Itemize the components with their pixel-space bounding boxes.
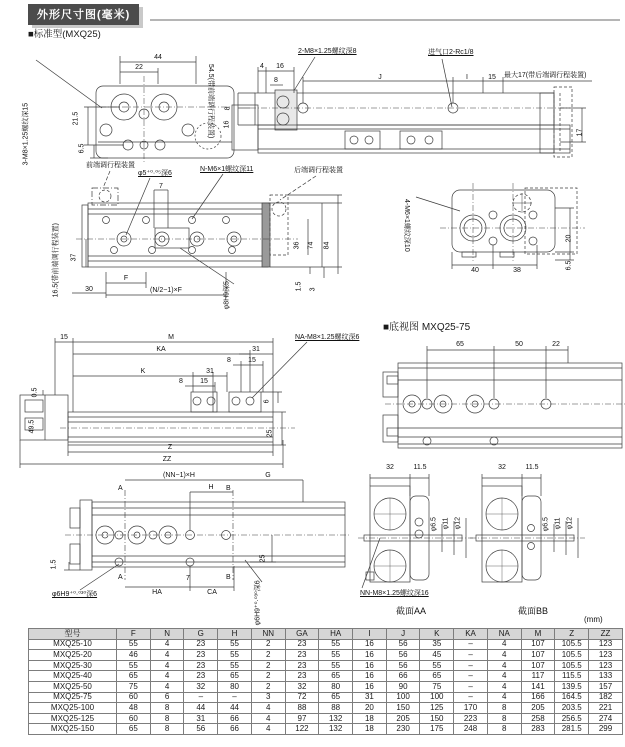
dim-11-5: 11.5: [525, 464, 539, 471]
dim-HA: HA: [152, 589, 162, 596]
value-cell: 4: [487, 639, 521, 650]
value-cell: 2: [251, 639, 285, 650]
table-row: [29, 660, 623, 671]
value-cell: 100: [420, 692, 454, 703]
column-header: HA: [319, 629, 353, 640]
value-cell: –: [454, 650, 488, 661]
dia-6-5: φ6.5: [542, 517, 550, 532]
value-cell: 8: [487, 724, 521, 735]
value-cell: 170: [454, 703, 488, 714]
value-cell: 2: [251, 681, 285, 692]
value-cell: 31: [353, 692, 387, 703]
value-cell: 157: [589, 681, 623, 692]
column-header: GA: [285, 629, 319, 640]
value-cell: –: [454, 671, 488, 682]
value-cell: 256.5: [555, 713, 589, 724]
end-view-drawing: [22, 46, 240, 170]
dim-Z: Z: [167, 444, 173, 451]
column-header: KA: [454, 629, 488, 640]
thread-note: N-M6×1螺纹深11: [200, 166, 254, 173]
value-cell: 166: [521, 692, 555, 703]
value-cell: 23: [184, 639, 218, 650]
value-cell: 44: [184, 703, 218, 714]
dim-CA: CA: [207, 589, 217, 596]
value-cell: 56: [386, 660, 420, 671]
column-header: J: [386, 629, 420, 640]
value-cell: 105.5: [555, 639, 589, 650]
value-cell: 75: [420, 681, 454, 692]
title-rule: [150, 19, 620, 21]
value-cell: 4: [150, 681, 184, 692]
dim-31a: 31: [206, 368, 214, 375]
thread-note: 2-M8×1.25螺纹深8: [298, 48, 357, 55]
dim-25: 25: [266, 429, 274, 438]
value-cell: 16: [353, 650, 387, 661]
value-cell: 56: [386, 650, 420, 661]
dim-31b: 31: [252, 346, 260, 353]
dim-49-5: 49.5: [28, 419, 36, 434]
dim-38: 38: [513, 267, 521, 274]
value-cell: 66: [218, 724, 252, 735]
value-cell: 122: [285, 724, 319, 735]
value-cell: 4: [251, 724, 285, 735]
thread-note: 4-M6×1螺纹深10: [403, 199, 410, 252]
column-header: NN: [251, 629, 285, 640]
dim-1-5: 1.5: [295, 281, 303, 292]
dia-11: φ11: [442, 517, 450, 530]
model-cell: MXQ25-150: [29, 724, 117, 735]
value-cell: 107: [521, 660, 555, 671]
column-header: M: [521, 629, 555, 640]
model-cell: MXQ25-40: [29, 671, 117, 682]
dim-7: 7: [186, 575, 190, 582]
dim-8b: 8: [227, 357, 231, 364]
section-aa-caption: 截面AA: [396, 606, 427, 616]
value-cell: 55: [319, 650, 353, 661]
value-cell: 44: [218, 703, 252, 714]
value-cell: 72: [285, 692, 319, 703]
dim-15b: 15: [248, 357, 256, 364]
front-adjuster-height-note: 54.5(带前端调行程装置): [207, 64, 214, 139]
model-cell: MXQ25-10: [29, 639, 117, 650]
value-cell: 23: [285, 660, 319, 671]
section-location-drawing: [50, 470, 355, 626]
column-header: Z: [555, 629, 589, 640]
dim-7: 7: [159, 183, 163, 190]
value-cell: 230: [386, 724, 420, 735]
section-bb-drawing: [470, 464, 595, 604]
dim-37: 37: [70, 253, 78, 262]
value-cell: 150: [420, 713, 454, 724]
dim-44: 44: [154, 54, 162, 61]
value-cell: 23: [285, 671, 319, 682]
bottom-view-75-geometry: [375, 338, 625, 465]
mid-side-view-geometry: [58, 162, 370, 317]
value-cell: 205: [386, 713, 420, 724]
dim-8-left: 8: [224, 106, 232, 111]
value-cell: 60: [117, 692, 151, 703]
dim-6: 6: [263, 399, 271, 404]
value-cell: 2: [251, 660, 285, 671]
value-cell: 105.5: [555, 650, 589, 661]
column-header: K: [420, 629, 454, 640]
dia-11: φ11: [554, 517, 562, 530]
value-cell: 258: [521, 713, 555, 724]
section-location-geometry: [50, 470, 355, 622]
value-cell: 117: [521, 671, 555, 682]
value-cell: 123: [589, 660, 623, 671]
dim-ZZ: ZZ: [162, 456, 172, 463]
value-cell: 56: [386, 639, 420, 650]
side-view-geometry: [230, 45, 625, 160]
pin-note: φ8H9深5: [223, 281, 231, 310]
value-cell: 205: [521, 703, 555, 714]
value-cell: 75: [117, 681, 151, 692]
value-cell: 23: [184, 671, 218, 682]
value-cell: 65: [117, 724, 151, 735]
table-row: [29, 639, 623, 650]
value-cell: –: [218, 692, 252, 703]
value-cell: 32: [184, 681, 218, 692]
value-cell: 4: [487, 671, 521, 682]
left-height-note: 16.5(带前端调行程装置): [52, 223, 60, 298]
dim-J: J: [378, 74, 382, 81]
table-row: [29, 713, 623, 724]
standard-type-heading: ■标准型(MXQ25): [28, 29, 101, 40]
dim-74: 74: [307, 241, 315, 250]
value-cell: 4: [487, 650, 521, 661]
value-cell: 18: [353, 724, 387, 735]
value-cell: 45: [420, 650, 454, 661]
table-header-row: [29, 629, 623, 640]
value-cell: 6: [150, 692, 184, 703]
dim-I: I: [466, 74, 468, 81]
value-cell: 23: [184, 660, 218, 671]
dim-36: 36: [293, 241, 301, 250]
top-view-drawing: [400, 175, 625, 310]
section-bb-caption: 截面BB: [518, 606, 549, 616]
model-cell: MXQ25-125: [29, 713, 117, 724]
value-cell: 80: [319, 681, 353, 692]
value-cell: 123: [589, 650, 623, 661]
dim-pitch: (N/2−1)×F: [150, 287, 182, 294]
value-cell: 35: [420, 639, 454, 650]
value-cell: 55: [218, 639, 252, 650]
value-cell: 55: [319, 639, 353, 650]
value-cell: 4: [150, 650, 184, 661]
value-cell: 125: [420, 703, 454, 714]
dia-12: φ12: [454, 517, 462, 530]
dia-12: φ12: [566, 517, 574, 530]
air-port-note: 进气口2-Rc1/8: [428, 49, 474, 56]
dim-nn-pitch: (NN−1)×H: [163, 472, 195, 479]
thread-note: NN-M8×1.25螺纹深16: [360, 590, 429, 597]
value-cell: 2: [251, 650, 285, 661]
mounting-view-drawing: [15, 330, 363, 472]
value-cell: 97: [285, 713, 319, 724]
value-cell: 46: [117, 650, 151, 661]
dim-25: 25: [259, 554, 267, 563]
dim-30: 30: [85, 286, 93, 293]
value-cell: 65: [117, 671, 151, 682]
section-aa-drawing: [358, 464, 483, 604]
value-cell: 66: [386, 671, 420, 682]
value-cell: 8: [487, 713, 521, 724]
mid-side-view-drawing: [52, 162, 370, 317]
dim-6-5: 6.5: [565, 260, 573, 271]
table-row: [29, 650, 623, 661]
dim-KA: KA: [156, 346, 166, 353]
value-cell: 65: [319, 692, 353, 703]
value-cell: 4: [487, 692, 521, 703]
dim-16-left: 16: [223, 120, 231, 129]
value-cell: 55: [319, 660, 353, 671]
value-cell: 55: [420, 660, 454, 671]
dim-8a: 8: [179, 378, 183, 385]
table-row: [29, 703, 623, 714]
value-cell: 55: [218, 660, 252, 671]
value-cell: 90: [386, 681, 420, 692]
value-cell: 65: [420, 671, 454, 682]
value-cell: 274: [589, 713, 623, 724]
value-cell: 65: [319, 671, 353, 682]
value-cell: –: [184, 692, 218, 703]
value-cell: 55: [117, 660, 151, 671]
value-cell: 123: [589, 639, 623, 650]
front-adjuster-note: 前端调行程装置: [86, 162, 135, 169]
dim-3: 3: [309, 287, 317, 292]
mounting-view-geometry: [15, 330, 363, 472]
model-cell: MXQ25-75: [29, 692, 117, 703]
model-cell: MXQ25-30: [29, 660, 117, 671]
rear-adjuster-note: 后端调行程装置: [294, 167, 343, 174]
dim-22: 22: [135, 64, 143, 71]
dim-F: F: [123, 275, 129, 282]
page-title: 外形尺寸图(毫米): [28, 4, 139, 25]
section-mark-b-bottom: B: [226, 574, 231, 581]
value-cell: 223: [454, 713, 488, 724]
value-cell: 221: [589, 703, 623, 714]
value-cell: 8: [150, 703, 184, 714]
model-cell: MXQ25-50: [29, 681, 117, 692]
value-cell: 4: [251, 703, 285, 714]
value-cell: 23: [285, 650, 319, 661]
model-cell: MXQ25-20: [29, 650, 117, 661]
value-cell: 8: [487, 703, 521, 714]
dim-0-5: 0.5: [31, 387, 39, 398]
section-mark-a-bottom: A: [118, 574, 123, 581]
value-cell: 16: [353, 660, 387, 671]
bottom-view-heading: ■底视图 MXQ25-75: [383, 322, 471, 333]
value-cell: 18: [353, 713, 387, 724]
value-cell: 16: [353, 671, 387, 682]
section-mark-a-top: A: [118, 485, 123, 492]
pin-hole-note-left: φ6H9⁺⁰·⁰³⁰深6: [52, 591, 98, 598]
value-cell: 56: [184, 724, 218, 735]
column-header: F: [117, 629, 151, 640]
value-cell: 16: [353, 681, 387, 692]
table-row: [29, 724, 623, 735]
dim-32: 32: [386, 464, 394, 471]
dim-16: 16: [276, 63, 284, 70]
unit-note: (mm): [584, 615, 603, 624]
dim-20: 20: [565, 234, 573, 243]
value-cell: 66: [218, 713, 252, 724]
dim-15a: 15: [200, 378, 208, 385]
table-row: [29, 671, 623, 682]
side-view-drawing: [223, 45, 625, 160]
value-cell: 281.5: [555, 724, 589, 735]
value-cell: 299: [589, 724, 623, 735]
dim-G: G: [265, 472, 271, 479]
table-row: [29, 681, 623, 692]
dim-50: 50: [515, 341, 523, 348]
thread-note: 3-M8×1.25螺纹深15: [22, 102, 30, 166]
bottom-view-75-drawing: [375, 338, 625, 465]
table-row: [29, 692, 623, 703]
value-cell: 4: [487, 660, 521, 671]
section-mark-b-top: B: [226, 485, 231, 492]
dim-17: 17: [576, 128, 584, 137]
value-cell: 32: [285, 681, 319, 692]
dim-8: 8: [274, 77, 278, 84]
value-cell: 4: [150, 639, 184, 650]
value-cell: 141: [521, 681, 555, 692]
dimension-table: [28, 628, 623, 735]
value-cell: –: [454, 681, 488, 692]
dim-1-5: 1.5: [50, 559, 58, 570]
value-cell: 80: [218, 681, 252, 692]
model-cell: MXQ25-100: [29, 703, 117, 714]
value-cell: 55: [117, 639, 151, 650]
value-cell: 100: [386, 692, 420, 703]
value-cell: 164.5: [555, 692, 589, 703]
dim-15: 15: [488, 74, 496, 81]
pin-hole-note: φ5⁺⁰·⁰⁵深6: [138, 170, 172, 177]
column-header: I: [353, 629, 387, 640]
value-cell: 23: [285, 639, 319, 650]
dim-M: M: [168, 334, 174, 341]
column-header: NA: [487, 629, 521, 640]
dim-4: 4: [260, 63, 264, 70]
value-cell: 88: [285, 703, 319, 714]
value-cell: 182: [589, 692, 623, 703]
value-cell: 107: [521, 639, 555, 650]
value-cell: 4: [487, 681, 521, 692]
column-header: ZZ: [589, 629, 623, 640]
value-cell: 23: [184, 650, 218, 661]
value-cell: –: [454, 660, 488, 671]
dim-32: 32: [498, 464, 506, 471]
column-header: H: [218, 629, 252, 640]
column-header: G: [184, 629, 218, 640]
column-header: N: [150, 629, 184, 640]
value-cell: 132: [319, 713, 353, 724]
value-cell: 3: [251, 692, 285, 703]
value-cell: 175: [420, 724, 454, 735]
column-header: 型号: [29, 629, 117, 640]
value-cell: 133: [589, 671, 623, 682]
dim-H: H: [208, 484, 214, 491]
value-cell: 107: [521, 650, 555, 661]
value-cell: 48: [117, 703, 151, 714]
value-cell: 4: [150, 660, 184, 671]
value-cell: –: [454, 692, 488, 703]
dim-21-5: 21.5: [72, 111, 80, 126]
value-cell: 8: [150, 724, 184, 735]
value-cell: 65: [218, 671, 252, 682]
value-cell: 105.5: [555, 660, 589, 671]
value-cell: 31: [184, 713, 218, 724]
value-cell: 55: [218, 650, 252, 661]
value-cell: 248: [454, 724, 488, 735]
thread-note: NA-M8×1.25螺纹深6: [295, 334, 360, 341]
section-aa-geometry: [358, 472, 483, 604]
value-cell: 115.5: [555, 671, 589, 682]
dim-6-5: 6.5: [78, 143, 86, 154]
value-cell: 8: [150, 713, 184, 724]
value-cell: 283: [521, 724, 555, 735]
value-cell: 139.5: [555, 681, 589, 692]
value-cell: 88: [319, 703, 353, 714]
value-cell: 20: [353, 703, 387, 714]
dim-11-5: 11.5: [413, 464, 427, 471]
top-view-geometry: [400, 175, 625, 310]
dim-15: 15: [60, 334, 68, 341]
value-cell: 132: [319, 724, 353, 735]
value-cell: 60: [117, 713, 151, 724]
value-cell: –: [454, 639, 488, 650]
dim-84: 84: [323, 241, 331, 250]
dim-22: 22: [552, 341, 560, 348]
pin-hole-note-right: φ6H9⁺⁰·⁰³⁰深6: [254, 580, 262, 626]
value-cell: 16: [353, 639, 387, 650]
value-cell: 4: [150, 671, 184, 682]
value-cell: 150: [386, 703, 420, 714]
max-stroke-note: 最大17(带后端调行程装置): [504, 72, 587, 79]
value-cell: 2: [251, 671, 285, 682]
dim-40: 40: [471, 267, 479, 274]
value-cell: 4: [251, 713, 285, 724]
dim-65: 65: [456, 341, 464, 348]
dim-K: K: [140, 368, 146, 375]
value-cell: 203.5: [555, 703, 589, 714]
section-bb-geometry: [470, 472, 595, 604]
dia-6-5: φ6.5: [430, 517, 438, 532]
